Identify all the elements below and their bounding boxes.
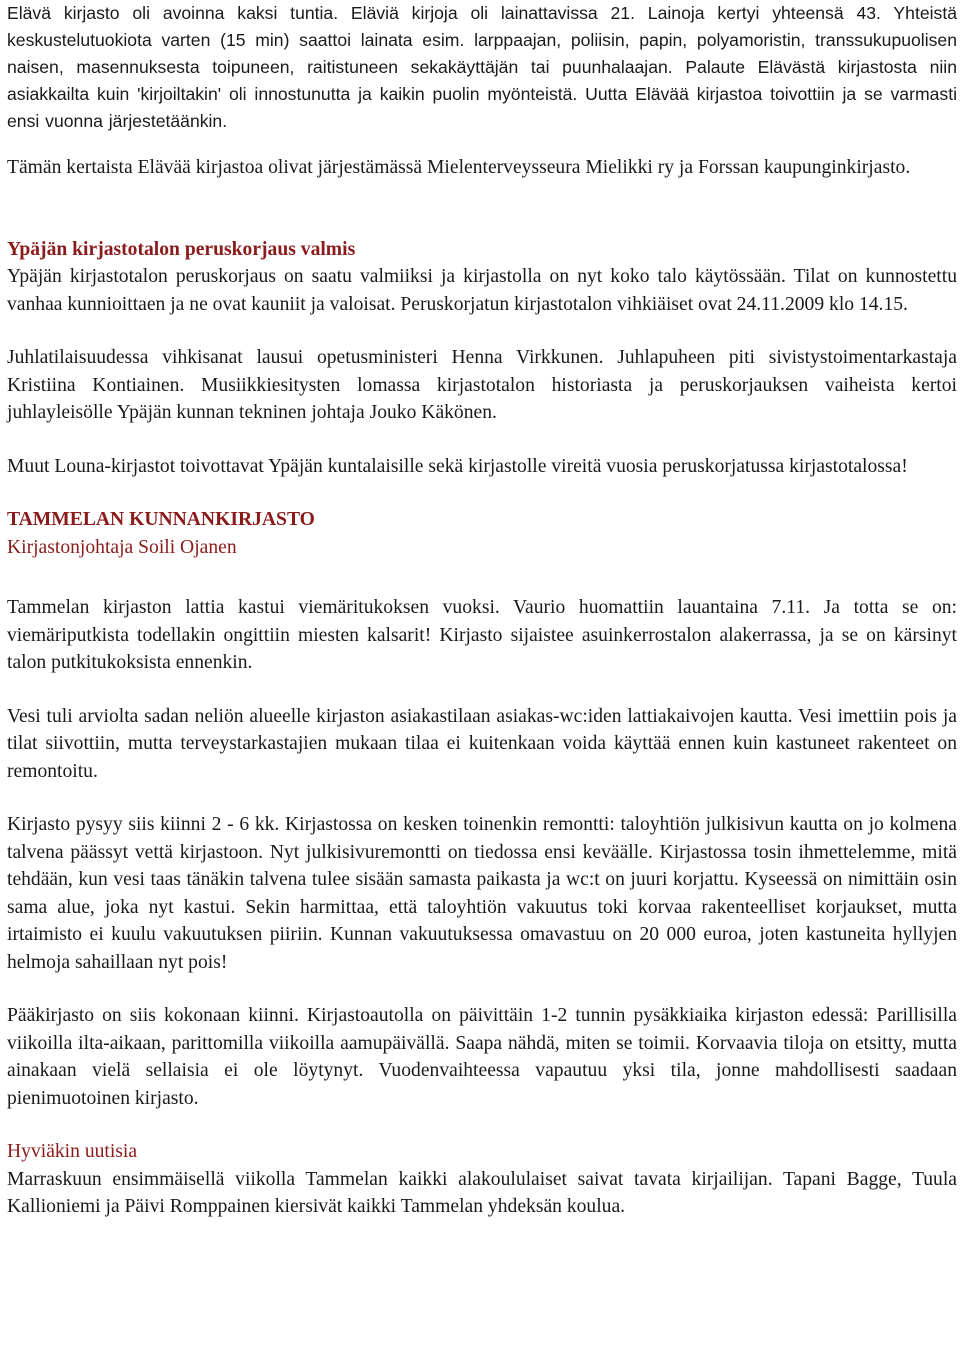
tammela-paragraph-2: Vesi tuli arviolta sadan neliön alueelle kirjaston asiakastilaan asiakas-wc:iden lattiakaivojen kautta. Vesi imettiin pois ja tilat siivottiin, mutta terveystarkastajien mukaan tilaa ei kuitenkaan voida käyttää ennen kuin kastuneet rakenteet on remontoitu. (7, 705, 957, 782)
good-news-heading: Hyviäkin uutisia (7, 1141, 138, 1162)
tammela-paragraph-1: Tammelan kirjaston lattia kastui viemäritukoksen vuoksi. Vaurio huomattiin lauantaina 7.11. Ja totta se on: viemäriputkista todellakin ongittiin miesten kalsarit! Kirjasto sijaistee asuinkerrostalon alakerrassa, ja se on kärsinyt talon putkitukoksista ennenkin. (7, 597, 957, 673)
good-news-paragraph: Marraskuun ensimmäisellä viikolla Tammelan kaikki alakoululaiset saivat tavata kirjailijan. Tapani Bagge, Tuula Kallioniemi ja Päivi Romppainen kiersivät kaikki Tammelan yhdeksän koulua. (7, 1168, 957, 1217)
intro-paragraph: Elävä kirjasto oli avoinna kaksi tuntia. Eläviä kirjoja oli lainattavissa 21. Lainoja kertyi yhteensä 43. Yhteistä keskustelutuokiota varten (15 min) saattoi lainata esim. larppaajan, poliisin, papin, polyamoristin, transsukupuolisen naisen, masennuksesta toipuneen, raitistuneen sekakäyttäjän tai puunhalaajan. Palaute Elävästä kirjastosta niin asiakkailta kuin 'kirjoiltakin' oli innostunutta ja kaikin puolin myönteistä. Uutta Elävää kirjastoa toivottiin ja se varmasti ensi vuonna järjestetäänkin. (7, 3, 957, 131)
tammela-subheading: Kirjastonjohtaja Soili Ojanen (7, 536, 237, 558)
ypaja-paragraph-2: Juhlatilaisuudessa vihkisanat lausui opetusministeri Henna Virkkunen. Juhlapuheen piti sivistystoimentarkastaja Kristiina Kontiainen. Musiikkiesitysten lomassa kirjastotalon historiasta ja peruskorjauksen vaiheista kertoi juhlayleisölle Ypäjän kunnan tekninen johtaja Jouko Käkönen. (7, 347, 957, 423)
ypaja-paragraph-1: Ypäjän kirjastotalon peruskorjaus on saatu valmiiksi ja kirjastolla on nyt koko talo käytössään. Tilat on kunnostettu vanhaa kunnioittaen ja ne ovat kauniit ja valoisat. Peruskorjatun kirjastotalon vihkiäiset ovat 24.11.2009 klo 14.15. (7, 266, 957, 315)
organizers-paragraph: Tämän kertaista Elävää kirjastoa olivat järjestämässä Mielenterveysseura Mielikki ry ja Forssan kaupunginkirjasto. (7, 157, 911, 178)
tammela-heading: TAMMELAN KUNNANKIRJASTO (7, 509, 315, 530)
tammela-paragraph-4: Pääkirjasto on siis kokonaan kiinni. Kirjastoautolla on päivittäin 1-2 tunnin pysäkkiaika kirjaston edessä: Parillisilla viikoilla ilta-aikaan, parittomilla viikoilla aamupäivällä. Saapa nähdä, miten se toimii. Korvaavia tiloja on etsitty, mutta ainakaan vielä sellaisia ei ole löytynyt. Vuodenvaihteessa vapautuu yksi tila, jonne mahdollisesti saadaan pienimuotoinen kirjasto. (7, 1005, 957, 1109)
tammela-paragraph-3: Kirjasto pysyy siis kiinni 2 - 6 kk. Kirjastossa on kesken toinenkin remontti: taloyhtiön julkisivun kautta on jo kolmena talvena päässyt vettä kirjastoon. Nyt julkisivuremontti on tiedossa ensi keväälle. Kirjastossa tosin ihmettelemme, mitä tehdään, kun vesi taas tänäkin talvena tulee sisään samasta paikasta ja wc:t on juuri korjattu. Kyseessä on nimittäin osin sama alue, joka nyt kastui. Sekin harmittaa, että taloyhtiön vakuutus toki korvaa rakenteelliset korjaukset, mutta irtaimisto ei kuulu vakuutuksen piiriin. Kunnan vakuutuksessa omavastuu on 20 000 euroa, joten kastuneita hyllyjen helmoja sahaillaan nyt pois! (7, 814, 957, 973)
ypaja-heading: Ypäjän kirjastotalon peruskorjaus valmis (7, 238, 356, 260)
ypaja-paragraph-3: Muut Louna-kirjastot toivottavat Ypäjän kuntalaisille sekä kirjastolle vireitä vuosia peruskorjatussa kirjastotalossa! (7, 455, 908, 477)
document-page (7, 0, 957, 1221)
